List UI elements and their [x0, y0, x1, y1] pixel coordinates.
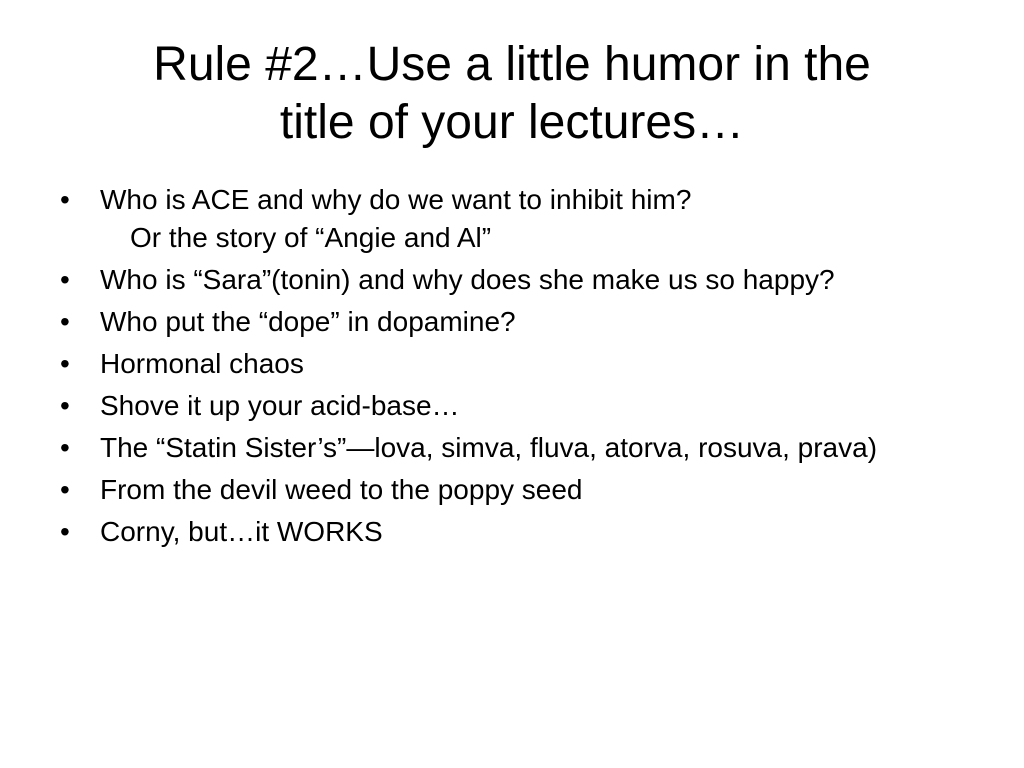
bullet-item-devil-weed — [56, 472, 966, 508]
bullet-item-hormonal-chaos — [56, 346, 966, 382]
bullet-icon: • — [60, 348, 70, 379]
bullet-text: Who put the “dope” in dopamine? — [100, 306, 516, 337]
bullet-text: From the devil weed to the poppy seed — [100, 474, 583, 505]
slide-title-line-2: title of your lectures… — [279, 96, 745, 149]
bullet-icon: • — [60, 184, 70, 215]
slide-title — [60, 36, 964, 152]
slide-title-line-1: Rule #2…Use a little humor in the — [153, 38, 871, 91]
bullet-item-acid-base — [56, 388, 966, 424]
bullet-item-statin-sisters — [56, 430, 966, 466]
bullet-list — [56, 182, 966, 556]
bullet-icon: • — [60, 432, 70, 463]
bullet-item-corny — [56, 514, 966, 550]
bullet-icon: • — [60, 306, 70, 337]
bullet-text: Shove it up your acid-base… — [100, 390, 460, 421]
bullet-icon: • — [60, 264, 70, 295]
bullet-icon: • — [60, 390, 70, 421]
bullet-icon: • — [60, 516, 70, 547]
sub-item-text: Or the story of “Angie and Al” — [130, 222, 492, 253]
bullet-text: Who is ACE and why do we want to inhibit him? — [100, 184, 692, 215]
bullet-icon: • — [60, 474, 70, 505]
bullet-item-sara-tonin — [56, 262, 966, 298]
sub-item-angie-and-al — [56, 220, 966, 256]
bullet-item-ace — [56, 182, 966, 218]
bullet-text: Hormonal chaos — [100, 348, 304, 379]
bullet-text: Who is “Sara”(tonin) and why does she make us so happy? — [100, 264, 835, 295]
bullet-text: Corny, but…it WORKS — [100, 516, 383, 547]
bullet-text: The “Statin Sister’s”—lova, simva, fluva, atorva, rosuva, prava) — [100, 432, 878, 463]
bullet-item-dopamine — [56, 304, 966, 340]
